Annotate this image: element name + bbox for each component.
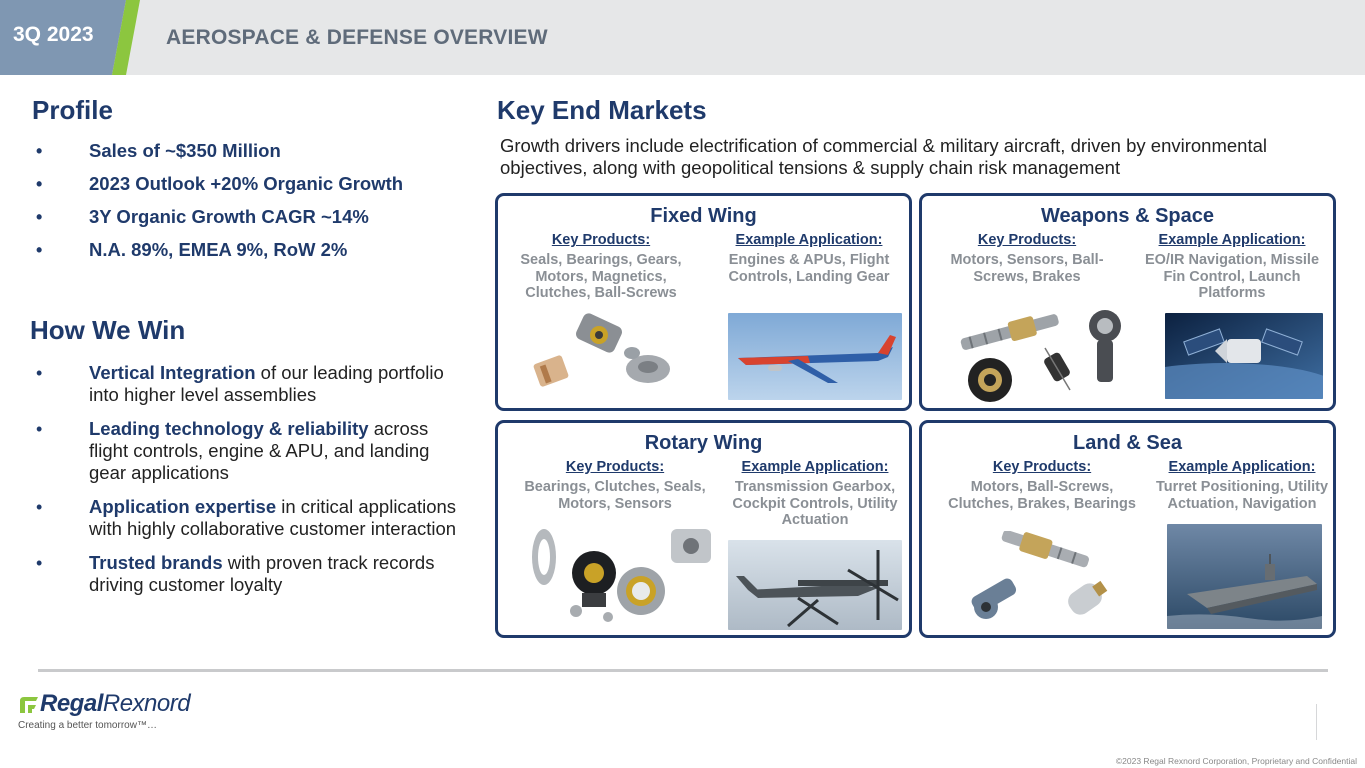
how-we-win-list [32,362,462,608]
item-text: of our leading portfolio into higher level assemblies [89,362,444,405]
example-application [720,459,910,529]
airliner-photo [728,313,902,400]
aircraft-carrier-photo [1167,524,1322,629]
example-application-label: Example Application: [741,459,889,475]
card-title: Land & Sea [1073,432,1182,454]
card-weapons-space [919,193,1336,411]
how-we-win-heading: How We Win [30,315,186,345]
key-products [506,232,696,302]
example-application-label: Example Application: [1168,459,1316,475]
tiltrotor-aircraft-photo [728,540,902,630]
card-land-sea [919,420,1336,638]
key-products-text: Motors, Ball-Screws, Clutches, Brakes, Bearings [948,479,1136,512]
item-lead: Leading technology & reliability [89,418,369,439]
motors-sensors-ballscrews-image [950,308,1140,408]
key-products-label: Key Products: [992,459,1092,475]
item-lead: Vertical Integration [89,362,256,383]
quarter-label: 3Q 2023 [13,23,94,46]
key-products [520,459,710,512]
copyright-text: ©2023 Regal Rexnord Corporation, Proprietary and Confidential [1115,756,1357,766]
space-capsule-photo [1165,313,1323,399]
list-item: • Sales of ~$350 Million [32,140,462,162]
item-lead: Application expertise [89,496,277,517]
growth-drivers-text: Growth drivers include electrification of commercial & military aircraft, driven by environmental objectives, along with geopolitical tensions & supply chain risk management [500,135,1267,178]
card-title: Fixed Wing [650,205,757,227]
key-products-text: Bearings, Clutches, Seals, Motors, Sensors [524,479,706,512]
list-item [32,496,462,540]
key-products-label: Key Products: [977,232,1077,248]
profile-list [32,140,462,272]
item-text: across flight controls, engine & APU, and landing gear applications [89,418,430,483]
card-title: Rotary Wing [644,432,763,454]
ballscrew-motor-image [960,531,1130,626]
item-text: in critical applications with highly collaborative customer interaction [89,496,457,539]
footer-divider [38,669,1328,672]
example-application [714,232,904,285]
list-item [32,552,462,596]
list-item [32,418,462,484]
company-logo [18,690,190,731]
example-application-text: Turret Positioning, Utility Actuation, Navigation [1155,479,1329,512]
example-application-text: Engines & APUs, Flight Controls, Landing Gear [728,252,890,285]
bearings-clutches-image [526,521,716,631]
example-application-text: EO/IR Navigation, Missile Fin Control, Launch Platforms [1144,252,1320,301]
list-item: • N.A. 89%, EMEA 9%, RoW 2% [32,239,462,261]
item-text: with proven track records driving customer loyalty [89,552,435,595]
item-lead: Trusted brands [89,552,223,573]
list-item [32,362,462,406]
seals-bearings-gears-image [528,311,688,401]
card-rotary-wing [495,420,912,638]
key-products [932,232,1122,285]
card-title: Weapons & Space [1040,205,1215,227]
example-application-text: Transmission Gearbox, Cockpit Controls, Utility Actuation [732,479,898,528]
footer-vertical-rule [1316,704,1317,740]
example-application [1147,459,1337,512]
page-title: AEROSPACE & DEFENSE OVERVIEW [166,26,548,49]
key-products-text: Motors, Sensors, Ball-Screws, Brakes [950,252,1104,285]
profile-heading: Profile [32,95,113,125]
header-band [0,0,1365,75]
card-fixed-wing [495,193,912,411]
logo-tagline: Creating a better tomorrow™… [18,720,157,731]
key-products-text: Seals, Bearings, Gears, Motors, Magnetics, Clutches, Ball-Screws [520,252,682,301]
logo-mark-icon [18,695,40,713]
list-item: • 2023 Outlook +20% Organic Growth [32,173,462,195]
list-item: • 3Y Organic Growth CAGR ~14% [32,206,462,228]
example-application [1137,232,1327,302]
key-products [947,459,1137,512]
example-application-label: Example Application: [1158,232,1306,248]
markets-heading: Key End Markets [497,95,707,125]
example-application-label: Example Application: [735,232,883,248]
logo-wordmark: RegalRexnord [18,690,190,718]
key-products-label: Key Products: [551,232,651,248]
key-products-label: Key Products: [565,459,665,475]
